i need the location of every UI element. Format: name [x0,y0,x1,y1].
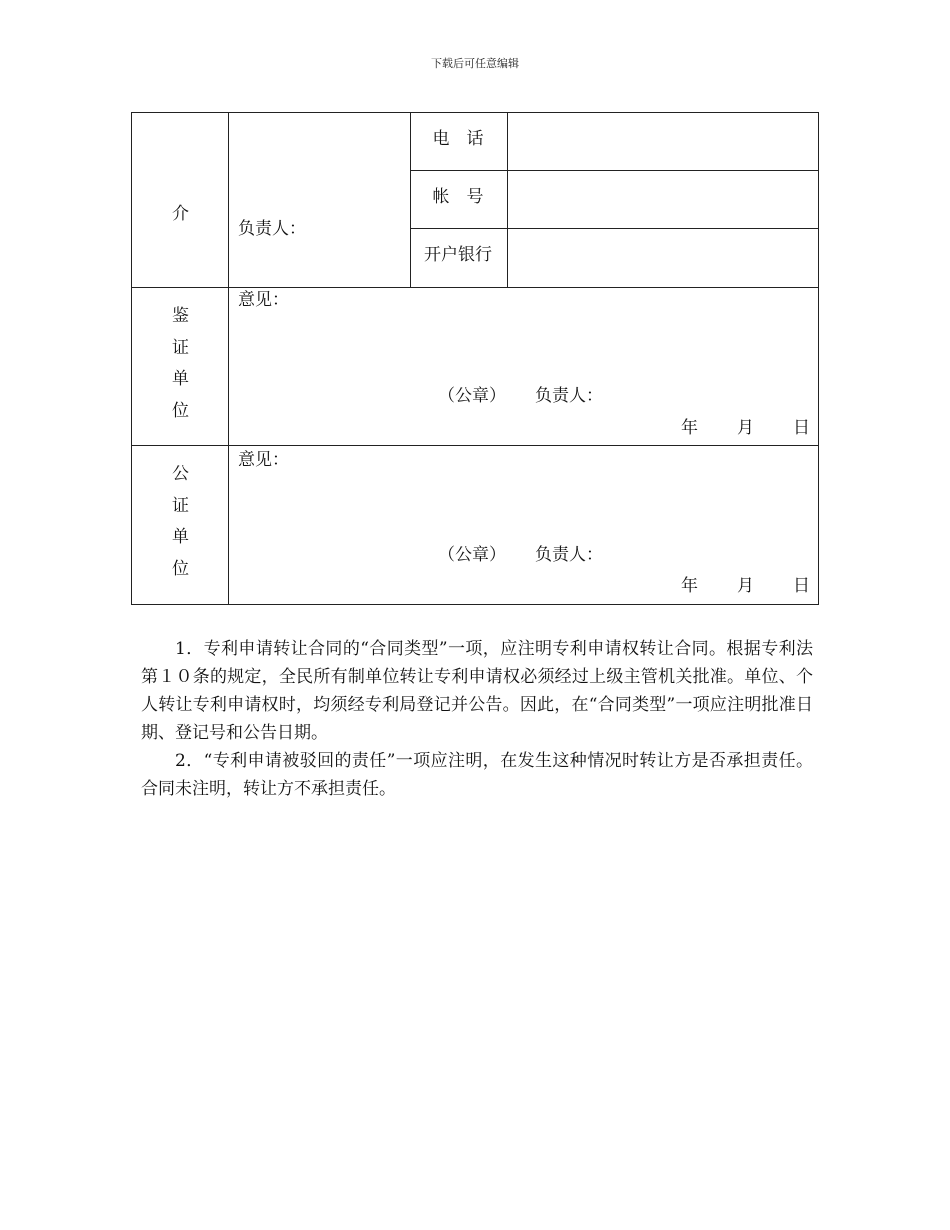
account-label: 帐 号 [432,187,484,207]
notary-month-label: 月 [737,576,754,596]
verification-year-label: 年 [681,418,698,438]
bank-label: 开户银行 [424,245,492,265]
verification-day-label: 日 [793,418,810,438]
notary-responsible-label: 负责人： [535,545,603,565]
table-divider [132,445,818,446]
notary-day-label: 日 [793,576,810,596]
page-header: 下载后可任意编辑 [431,57,519,70]
note-paragraph: 2．“专利申请被驳回的责任”一项应注明，在发生这种情况时转让方是否承担责任。合同未注明，转让方不承担责任。 [141,751,813,799]
notary-year-label: 年 [681,576,698,596]
table-divider [132,287,818,288]
verification-opinion-area[interactable] [229,309,818,379]
verification-unit-label: 鉴 证 单 位 [172,306,189,421]
account-field[interactable] [508,171,818,228]
notary-opinion-area[interactable] [229,469,818,539]
notary-seal-label: （公章） [438,545,506,565]
verification-responsible-label: 负责人： [535,386,603,406]
responsible-label: 负责人： [238,219,306,239]
bank-field[interactable] [508,229,818,287]
phone-field[interactable] [508,113,818,170]
phone-label: 电 话 [432,129,484,149]
verification-opinion-label: 意见： [238,290,289,310]
verification-seal-label: （公章） [438,386,506,406]
intro-label: 介 [172,204,189,224]
verification-month-label: 月 [737,418,754,438]
notary-unit-label: 公 证 单 位 [172,464,189,579]
note-paragraph: 1．专利申请转让合同的“合同类型”一项，应注明专利申请权转让合同。根据专利法第１０条的规定，全民所有制单位转让专利申请权必须经过上级主管机关批准。单位、个人转让专利申请权时，均须经专利局登记并公告。因此，在“合同类型”一项应注明批准日期、登记号和公告日期。 [141,639,813,743]
form-table [131,112,819,605]
notes-section [141,635,813,803]
notary-opinion-label: 意见： [238,450,289,470]
